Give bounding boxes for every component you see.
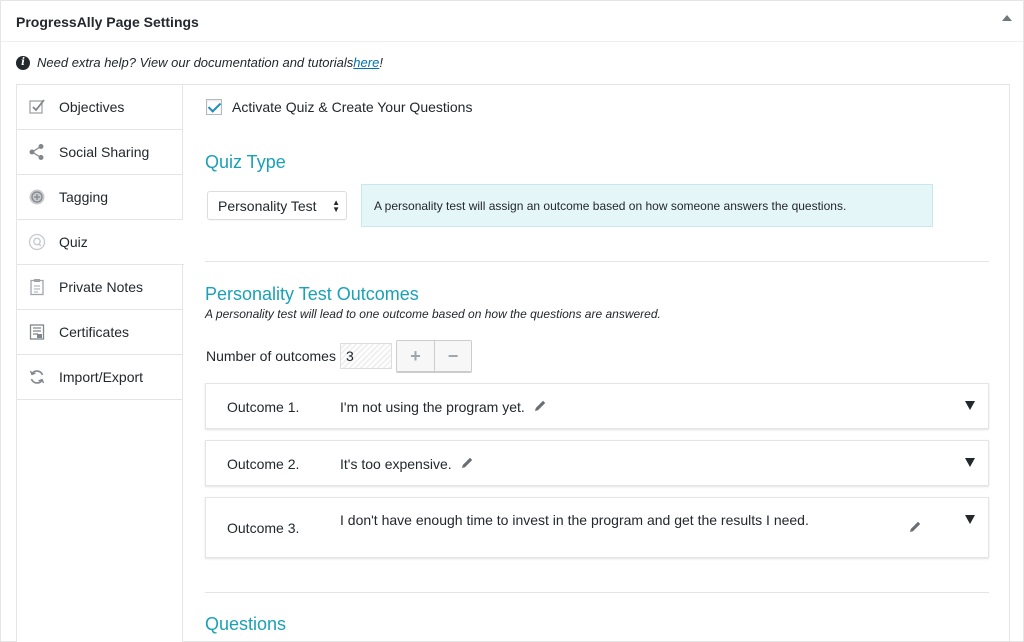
sidebar-item-social-sharing[interactable]: [17, 130, 183, 175]
panel-title: ProgressAlly Page Settings: [16, 14, 199, 30]
expand-arrow-icon[interactable]: [965, 515, 975, 524]
quiz-icon: [28, 233, 46, 251]
outcome-row-1[interactable]: [205, 383, 989, 429]
outcomes-subtitle: A personality test will lead to one outcome based on how the questions are answered.: [205, 307, 661, 321]
outcome-text: [340, 455, 474, 474]
section-divider: [205, 261, 989, 262]
sidebar-item-quiz[interactable]: [17, 220, 184, 265]
select-arrows-icon: ▲ ▼: [332, 198, 340, 214]
sidebar-item-label: Social Sharing: [59, 144, 150, 160]
activate-quiz-checkbox[interactable]: [206, 99, 222, 115]
number-of-outcomes-label: Number of outcomes: [206, 348, 336, 364]
outcome-text-value: I'm not using the program yet.: [340, 399, 525, 415]
help-row: [16, 55, 383, 70]
questions-title: Questions: [205, 614, 287, 634]
sidebar-item-label: Private Notes: [59, 279, 144, 295]
help-link[interactable]: here: [353, 55, 380, 70]
sidebar-item-label: Certificates: [59, 324, 130, 340]
number-of-outcomes-input[interactable]: 3: [340, 343, 392, 369]
expand-arrow-icon[interactable]: [965, 401, 975, 410]
outcome-label: Outcome 3.: [227, 520, 300, 536]
sync-icon: [28, 368, 46, 386]
outcome-text: I don't have enough time to invest in the program and get the results I need.: [340, 512, 809, 528]
increase-outcomes-button[interactable]: +: [397, 341, 434, 371]
help-text: Need extra help? View our documentation and tutorials: [37, 55, 354, 70]
help-suffix: !: [379, 55, 383, 70]
checklist-icon: [28, 98, 46, 116]
section-divider: [205, 592, 989, 593]
sidebar-item-label: Import/Export: [59, 369, 144, 385]
quiz-type-value: Personality Test: [218, 197, 317, 214]
decrease-outcomes-button[interactable]: −: [434, 341, 471, 371]
outcome-row-2[interactable]: [205, 440, 989, 486]
sidebar-item-import-export[interactable]: [17, 355, 183, 400]
expand-arrow-icon[interactable]: [965, 458, 975, 467]
clipboard-icon: [28, 278, 46, 296]
quiz-settings-main: [184, 85, 1010, 642]
quiz-type-notice: A personality test will assign an outcome based on how someone answers the questions.: [361, 184, 933, 227]
info-icon: i: [16, 56, 30, 70]
quiz-type-title: Quiz Type: [205, 152, 286, 172]
settings-content: [16, 84, 1010, 642]
pencil-icon[interactable]: [460, 456, 474, 470]
activate-quiz-row: [206, 99, 472, 115]
panel-header[interactable]: [1, 1, 1023, 42]
sidebar-item-label: Objectives: [59, 99, 125, 115]
outcome-row-3[interactable]: [205, 497, 989, 558]
outcome-text: [340, 398, 547, 417]
pencil-icon[interactable]: [533, 399, 547, 413]
settings-sidebar: [17, 85, 183, 642]
quiz-type-select[interactable]: [207, 191, 347, 220]
tag-icon: [28, 188, 46, 206]
sidebar-item-objectives[interactable]: [17, 85, 183, 130]
outcome-text-value: It's too expensive.: [340, 456, 452, 472]
sidebar-item-private-notes[interactable]: [17, 265, 183, 310]
outcome-label: Outcome 1.: [227, 399, 300, 415]
sidebar-item-label: Quiz: [59, 234, 88, 250]
outcome-label: Outcome 2.: [227, 456, 300, 472]
activate-quiz-label: Activate Quiz & Create Your Questions: [232, 99, 473, 115]
pencil-icon[interactable]: [908, 520, 922, 534]
number-of-outcomes-row: [206, 340, 472, 372]
sidebar-item-label: Tagging: [59, 189, 109, 205]
sidebar-item-certificates[interactable]: [17, 310, 183, 355]
share-icon: [28, 143, 46, 161]
sidebar-item-tagging[interactable]: [17, 175, 183, 220]
collapse-arrow-icon[interactable]: [1002, 15, 1012, 21]
outcomes-title: Personality Test Outcomes: [205, 284, 419, 304]
outcomes-stepper: [396, 340, 472, 372]
certificate-icon: [28, 323, 46, 341]
